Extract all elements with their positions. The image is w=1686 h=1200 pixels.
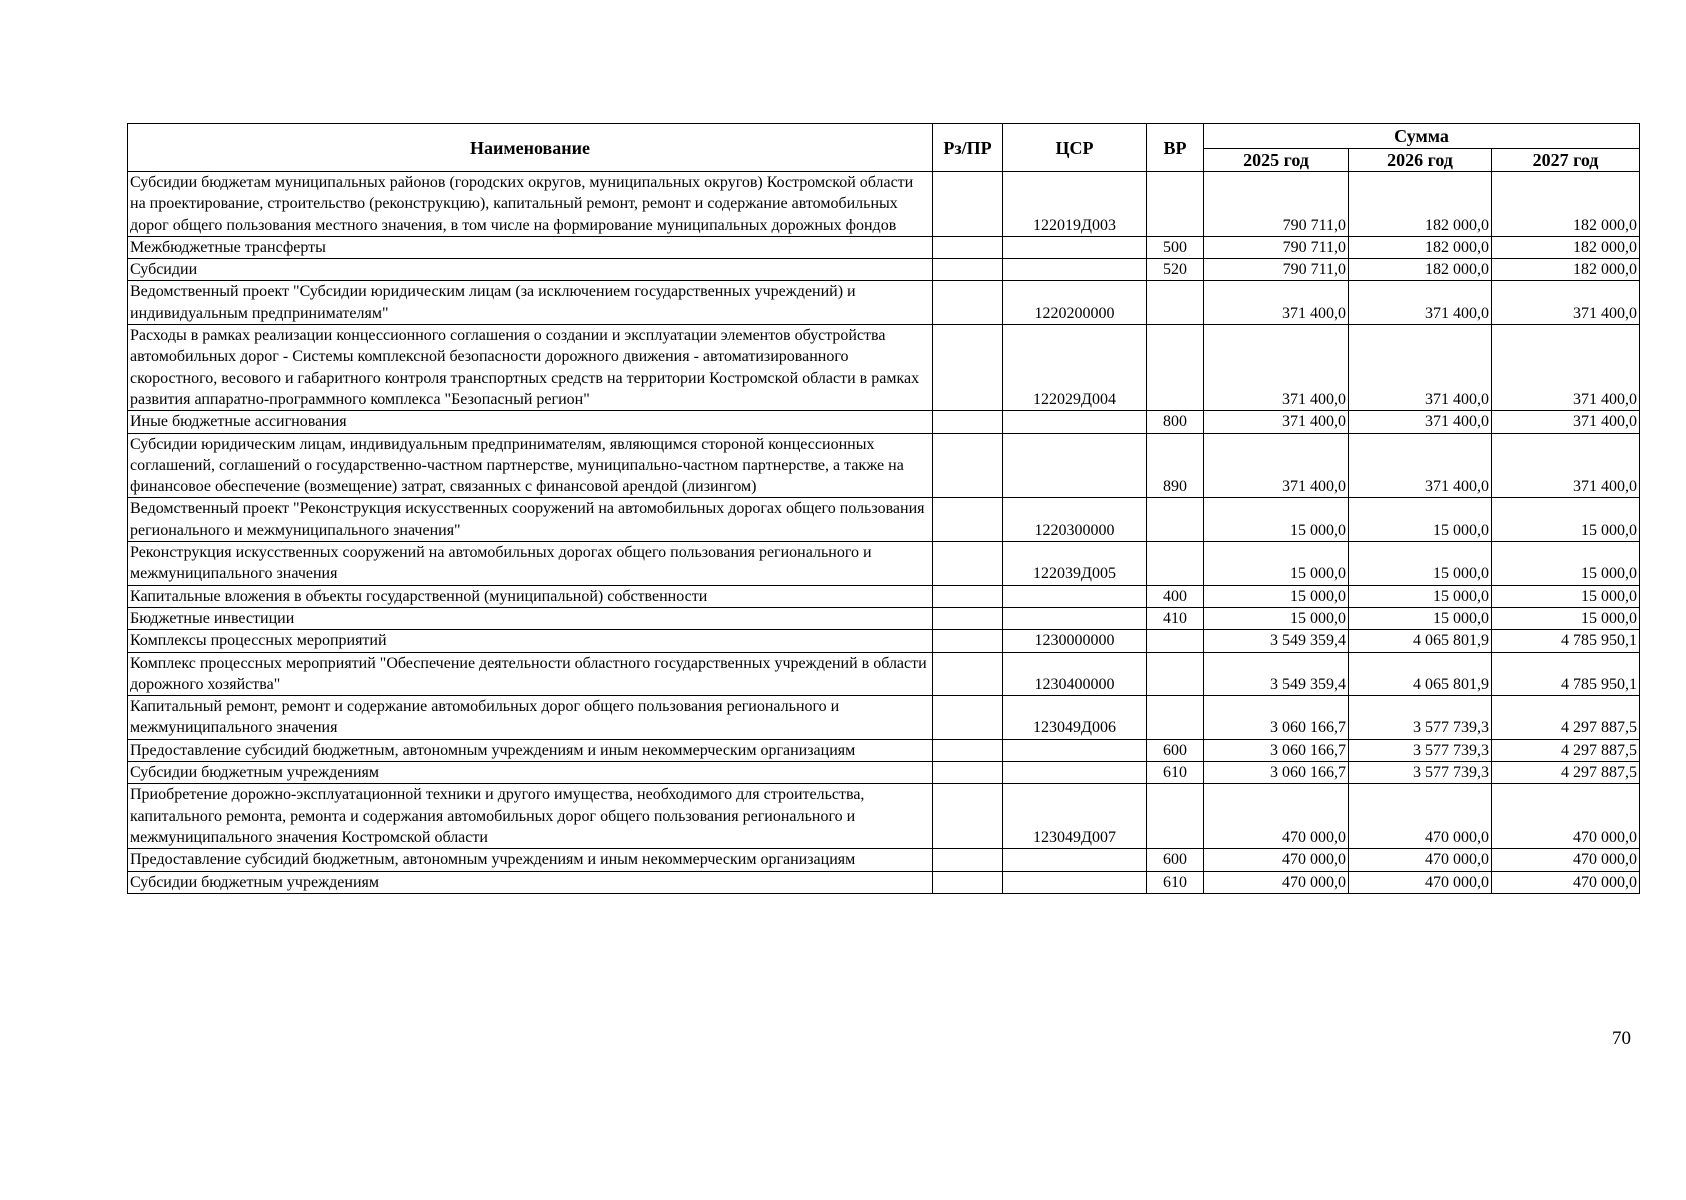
cell-2027: 371 400,0 <box>1492 325 1640 411</box>
cell-vr <box>1147 281 1204 325</box>
cell-2027: 371 400,0 <box>1492 281 1640 325</box>
table-row <box>128 607 1640 629</box>
cell-2025: 371 400,0 <box>1204 281 1349 325</box>
cell-2026: 3 577 739,3 <box>1349 762 1492 784</box>
cell-2025: 3 549 359,4 <box>1204 652 1349 696</box>
cell-vr <box>1147 172 1204 237</box>
table-row <box>128 281 1640 325</box>
cell-2026: 15 000,0 <box>1349 542 1492 586</box>
cell-rzpr <box>933 542 1003 586</box>
cell-vr: 600 <box>1147 849 1204 871</box>
cell-csr <box>1003 236 1147 258</box>
cell-rzpr <box>933 281 1003 325</box>
cell-vr: 890 <box>1147 433 1204 498</box>
cell-2026: 470 000,0 <box>1349 784 1492 849</box>
cell-2026: 470 000,0 <box>1349 871 1492 893</box>
cell-rzpr <box>933 259 1003 281</box>
cell-csr <box>1003 871 1147 893</box>
cell-vr: 520 <box>1147 259 1204 281</box>
cell-name: Предоставление субсидий бюджетным, автономным учреждениям и иным некоммерческим организациям <box>128 739 933 761</box>
cell-csr: 122039Д005 <box>1003 542 1147 586</box>
cell-2027: 371 400,0 <box>1492 411 1640 433</box>
header-name: Наименование <box>128 124 933 172</box>
cell-2025: 3 060 166,7 <box>1204 762 1349 784</box>
cell-name: Предоставление субсидий бюджетным, автономным учреждениям и иным некоммерческим организациям <box>128 849 933 871</box>
cell-name: Субсидии юридическим лицам, индивидуальным предпринимателям, являющимся стороной концессионных соглашений, соглашений о государственно-частном партнерстве, муниципально-частном партнерстве, а также на финансовое обеспечение (возмещение) затрат, связанных с финансовой арендой (лизингом) <box>128 433 933 498</box>
cell-2027: 4 785 950,1 <box>1492 630 1640 652</box>
cell-csr: 1220300000 <box>1003 498 1147 542</box>
cell-name: Ведомственный проект "Реконструкция искусственных сооружений на автомобильных дорогах общего пользования регионального и межмуниципального значения" <box>128 498 933 542</box>
cell-csr: 1220200000 <box>1003 281 1147 325</box>
table-row <box>128 652 1640 696</box>
cell-2025: 371 400,0 <box>1204 325 1349 411</box>
cell-2026: 371 400,0 <box>1349 325 1492 411</box>
cell-2025: 15 000,0 <box>1204 542 1349 586</box>
cell-2026: 470 000,0 <box>1349 849 1492 871</box>
cell-vr: 410 <box>1147 607 1204 629</box>
cell-2026: 371 400,0 <box>1349 411 1492 433</box>
cell-csr <box>1003 433 1147 498</box>
cell-rzpr <box>933 411 1003 433</box>
cell-rzpr <box>933 433 1003 498</box>
cell-2027: 15 000,0 <box>1492 542 1640 586</box>
cell-csr <box>1003 762 1147 784</box>
cell-2026: 15 000,0 <box>1349 585 1492 607</box>
cell-vr <box>1147 325 1204 411</box>
table-body <box>128 172 1640 894</box>
cell-vr <box>1147 542 1204 586</box>
table-row <box>128 630 1640 652</box>
cell-vr <box>1147 696 1204 740</box>
cell-2027: 470 000,0 <box>1492 784 1640 849</box>
cell-csr: 123049Д006 <box>1003 696 1147 740</box>
cell-2027: 371 400,0 <box>1492 433 1640 498</box>
cell-rzpr <box>933 849 1003 871</box>
cell-vr: 610 <box>1147 871 1204 893</box>
cell-2025: 790 711,0 <box>1204 236 1349 258</box>
header-rzpr: Рз/ПР <box>933 124 1003 172</box>
cell-name: Приобретение дорожно-эксплуатационной техники и другого имущества, необходимого для строительства, капитального ремонта, ремонта и содержания автомобильных дорог общего пользования регионального и межмуниципального значения Костромской области <box>128 784 933 849</box>
cell-name: Ведомственный проект "Субсидии юридическим лицам (за исключением государственных учреждений) и индивидуальным предпринимателям" <box>128 281 933 325</box>
cell-2026: 15 000,0 <box>1349 498 1492 542</box>
header-csr: ЦСР <box>1003 124 1147 172</box>
cell-rzpr <box>933 652 1003 696</box>
cell-2026: 182 000,0 <box>1349 259 1492 281</box>
header-sum: Сумма <box>1204 124 1640 149</box>
cell-rzpr <box>933 630 1003 652</box>
cell-2025: 15 000,0 <box>1204 585 1349 607</box>
cell-rzpr <box>933 325 1003 411</box>
table-row <box>128 498 1640 542</box>
cell-2025: 15 000,0 <box>1204 498 1349 542</box>
cell-vr: 600 <box>1147 739 1204 761</box>
cell-2027: 4 297 887,5 <box>1492 696 1640 740</box>
cell-rzpr <box>933 762 1003 784</box>
table-row <box>128 739 1640 761</box>
cell-vr: 500 <box>1147 236 1204 258</box>
cell-csr <box>1003 411 1147 433</box>
cell-vr <box>1147 652 1204 696</box>
cell-csr: 1230400000 <box>1003 652 1147 696</box>
cell-rzpr <box>933 585 1003 607</box>
cell-rzpr <box>933 607 1003 629</box>
cell-csr <box>1003 585 1147 607</box>
cell-csr: 1230000000 <box>1003 630 1147 652</box>
table-row <box>128 762 1640 784</box>
cell-name: Расходы в рамках реализации концессионного соглашения о создании и эксплуатации элементов обустройства автомобильных дорог - Системы комплексной безопасности дорожного движения - автоматизированного скоростного, весового и габаритного контроля транспортных средств на территории Костромской области в рамках развития аппаратно-программного комплекса "Безопасный регион" <box>128 325 933 411</box>
table-row <box>128 236 1640 258</box>
cell-rzpr <box>933 696 1003 740</box>
cell-rzpr <box>933 236 1003 258</box>
cell-name: Бюджетные инвестиции <box>128 607 933 629</box>
cell-name: Реконструкция искусственных сооружений на автомобильных дорогах общего пользования регионального и межмуниципального значения <box>128 542 933 586</box>
page-number: 70 <box>1612 1028 1631 1049</box>
cell-2025: 470 000,0 <box>1204 849 1349 871</box>
cell-vr <box>1147 784 1204 849</box>
cell-2026: 4 065 801,9 <box>1349 630 1492 652</box>
cell-2026: 182 000,0 <box>1349 172 1492 237</box>
cell-2026: 182 000,0 <box>1349 236 1492 258</box>
cell-name: Субсидии бюджетам муниципальных районов (городских округов, муниципальных округов) Костромской области на проектирование, строительство (реконструкцию), капитальный ремонт, ремонт и содержание автомобильных дорог общего пользования местного значения, в том числе на формирование муниципальных дорожных фондов <box>128 172 933 237</box>
cell-2027: 182 000,0 <box>1492 172 1640 237</box>
table-row <box>128 542 1640 586</box>
table-row <box>128 411 1640 433</box>
cell-name: Субсидии бюджетным учреждениям <box>128 871 933 893</box>
cell-csr <box>1003 607 1147 629</box>
cell-2025: 790 711,0 <box>1204 172 1349 237</box>
cell-csr: 123049Д007 <box>1003 784 1147 849</box>
header-2027: 2027 год <box>1492 149 1640 172</box>
table-row <box>128 585 1640 607</box>
cell-csr: 122029Д004 <box>1003 325 1147 411</box>
cell-name: Межбюджетные трансферты <box>128 236 933 258</box>
header-vr: ВР <box>1147 124 1204 172</box>
cell-name: Комплексы процессных мероприятий <box>128 630 933 652</box>
cell-name: Субсидии бюджетным учреждениям <box>128 762 933 784</box>
cell-2025: 3 549 359,4 <box>1204 630 1349 652</box>
cell-2026: 371 400,0 <box>1349 433 1492 498</box>
cell-2025: 3 060 166,7 <box>1204 739 1349 761</box>
cell-2025: 371 400,0 <box>1204 411 1349 433</box>
cell-2027: 4 785 950,1 <box>1492 652 1640 696</box>
cell-vr: 610 <box>1147 762 1204 784</box>
cell-rzpr <box>933 739 1003 761</box>
cell-2027: 15 000,0 <box>1492 498 1640 542</box>
budget-table <box>127 123 1640 894</box>
cell-csr <box>1003 259 1147 281</box>
cell-2027: 182 000,0 <box>1492 236 1640 258</box>
table-row <box>128 849 1640 871</box>
header-2026: 2026 год <box>1349 149 1492 172</box>
cell-2027: 470 000,0 <box>1492 871 1640 893</box>
cell-2027: 470 000,0 <box>1492 849 1640 871</box>
cell-vr: 800 <box>1147 411 1204 433</box>
cell-name: Капитальные вложения в объекты государственной (муниципальной) собственности <box>128 585 933 607</box>
table-row <box>128 325 1640 411</box>
cell-2025: 470 000,0 <box>1204 871 1349 893</box>
cell-2026: 3 577 739,3 <box>1349 696 1492 740</box>
cell-2027: 4 297 887,5 <box>1492 762 1640 784</box>
cell-csr: 122019Д003 <box>1003 172 1147 237</box>
cell-name: Капитальный ремонт, ремонт и содержание автомобильных дорог общего пользования регионального и межмуниципального значения <box>128 696 933 740</box>
cell-name: Иные бюджетные ассигнования <box>128 411 933 433</box>
cell-2027: 4 297 887,5 <box>1492 739 1640 761</box>
cell-name: Комплекс процессных мероприятий "Обеспечение деятельности областного государственных учреждений в области дорожного хозяйства" <box>128 652 933 696</box>
cell-2026: 371 400,0 <box>1349 281 1492 325</box>
cell-rzpr <box>933 871 1003 893</box>
cell-2025: 15 000,0 <box>1204 607 1349 629</box>
cell-2026: 3 577 739,3 <box>1349 739 1492 761</box>
cell-vr <box>1147 498 1204 542</box>
cell-2027: 15 000,0 <box>1492 607 1640 629</box>
cell-2025: 3 060 166,7 <box>1204 696 1349 740</box>
cell-2026: 15 000,0 <box>1349 607 1492 629</box>
table-row <box>128 696 1640 740</box>
table-row <box>128 871 1640 893</box>
table-header <box>128 124 1640 172</box>
table-row <box>128 172 1640 237</box>
cell-csr <box>1003 739 1147 761</box>
cell-csr <box>1003 849 1147 871</box>
header-2025: 2025 год <box>1204 149 1349 172</box>
cell-2027: 15 000,0 <box>1492 585 1640 607</box>
cell-rzpr <box>933 498 1003 542</box>
table-row <box>128 259 1640 281</box>
table-row <box>128 784 1640 849</box>
cell-2025: 371 400,0 <box>1204 433 1349 498</box>
table-row <box>128 433 1640 498</box>
cell-rzpr <box>933 172 1003 237</box>
cell-name: Субсидии <box>128 259 933 281</box>
cell-2025: 470 000,0 <box>1204 784 1349 849</box>
cell-2025: 790 711,0 <box>1204 259 1349 281</box>
cell-rzpr <box>933 784 1003 849</box>
cell-vr: 400 <box>1147 585 1204 607</box>
cell-2026: 4 065 801,9 <box>1349 652 1492 696</box>
cell-2027: 182 000,0 <box>1492 259 1640 281</box>
cell-vr <box>1147 630 1204 652</box>
